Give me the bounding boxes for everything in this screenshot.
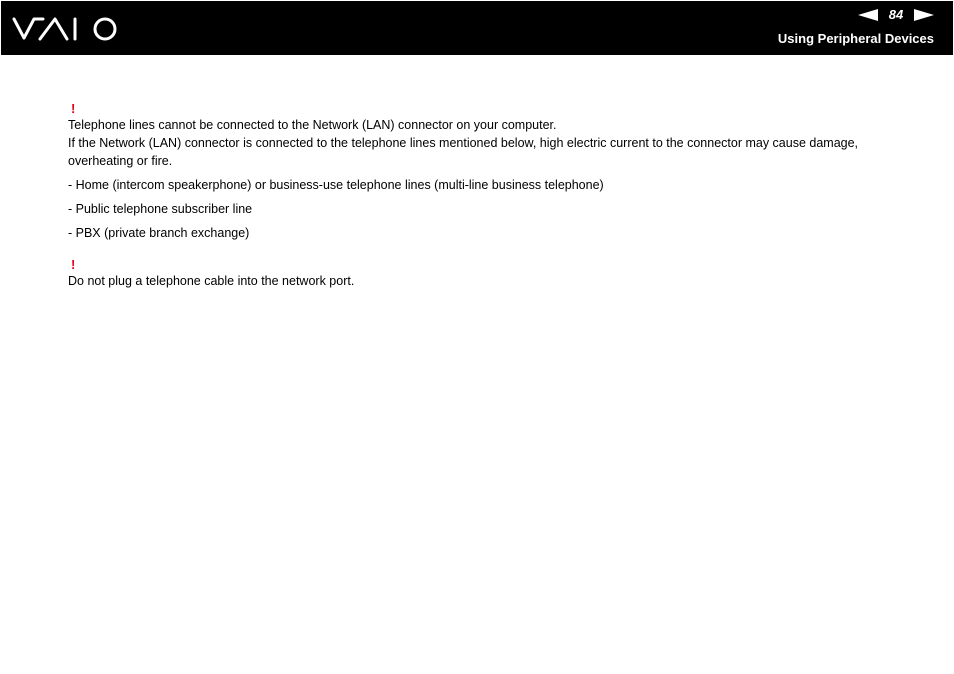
vaio-logo xyxy=(12,15,122,43)
next-page-arrow-icon[interactable] xyxy=(914,9,934,21)
list-item: - Home (intercom speakerphone) or business-use telephone lines (multi-line business telephone) xyxy=(68,178,604,192)
list-item: - PBX (private branch exchange) xyxy=(68,226,250,240)
warning-text: Do not plug a telephone cable into the network port. xyxy=(68,274,355,288)
warning-block xyxy=(68,102,898,242)
page-number: 84 xyxy=(888,7,904,22)
page-header xyxy=(1,1,953,55)
warning-icon: ! xyxy=(71,257,76,272)
warning-detail-text: If the Network (LAN) connector is connected to the telephone lines mentioned below, high electric current to the connector may cause damage, overheating or fire. xyxy=(68,136,859,168)
previous-page-arrow-icon[interactable] xyxy=(858,9,878,21)
page-navigation xyxy=(858,8,934,22)
page-content xyxy=(68,102,898,290)
warning-icon: ! xyxy=(71,101,76,116)
warning-block xyxy=(68,258,898,290)
list-item: - Public telephone subscriber line xyxy=(68,202,253,216)
warning-text: Telephone lines cannot be connected to the Network (LAN) connector on your computer. xyxy=(68,118,557,132)
section-title: Using Peripheral Devices xyxy=(777,31,934,46)
